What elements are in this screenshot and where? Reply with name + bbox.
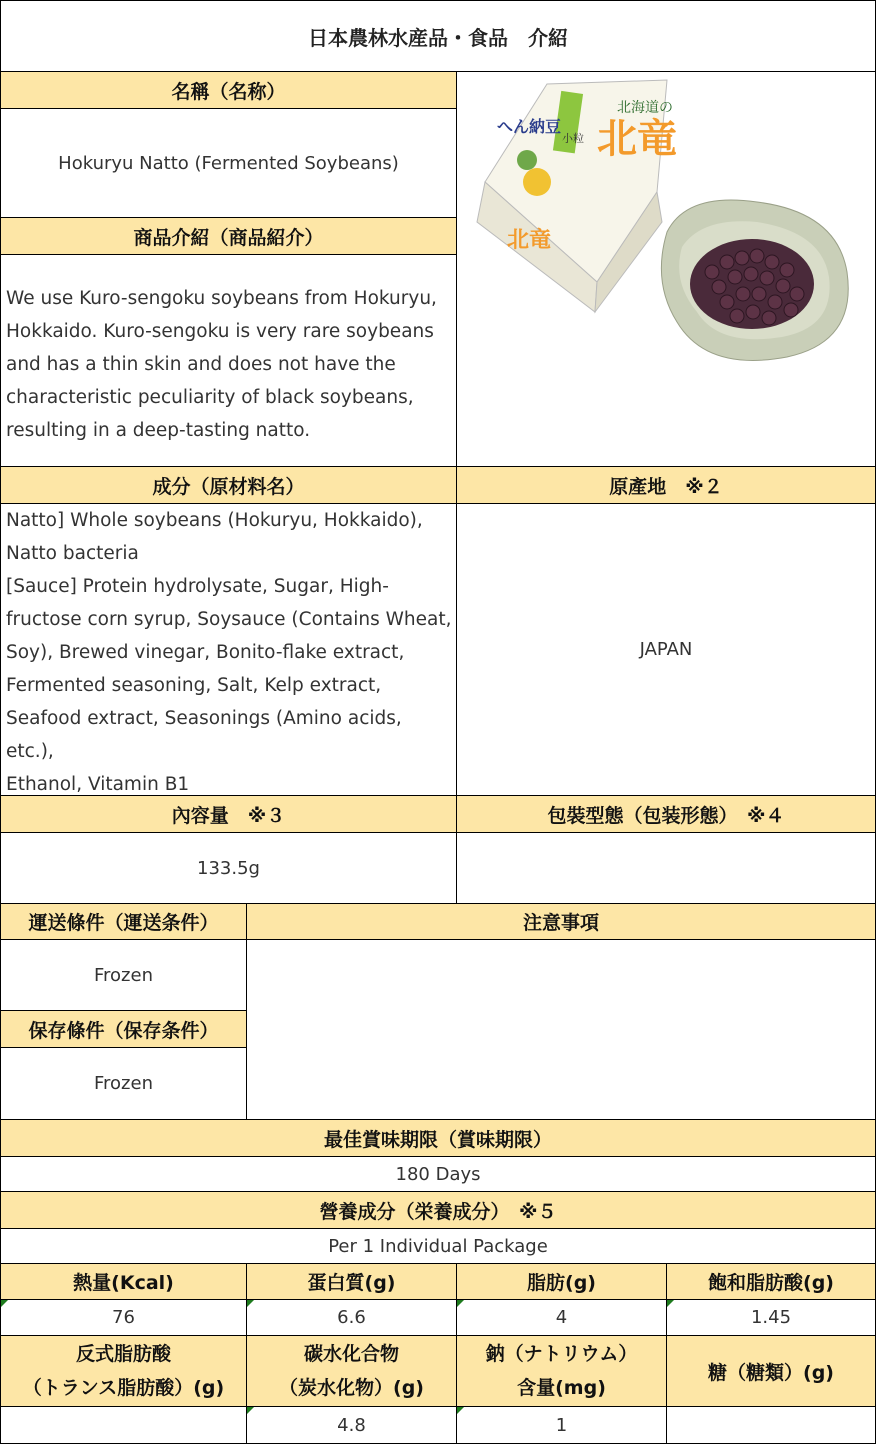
svg-text:小粒: 小粒	[562, 132, 584, 145]
nutrition-trans-fat-header: 反式脂肪酸 （トランス脂肪酸）(g)	[0, 1335, 247, 1407]
svg-text:へん納豆: へん納豆	[497, 117, 562, 136]
best-before-header: 最佳賞味期限（賞味期限）	[0, 1119, 876, 1157]
notes-value	[246, 939, 876, 1120]
nutrition-sodium-header: 鈉（ナトリウム） 含量(mg)	[456, 1335, 667, 1407]
nutrition-sodium-value: 1	[456, 1406, 667, 1444]
nutrition-energy-value: 76	[0, 1299, 247, 1336]
nutrition-carbohydrate-header: 碳水化合物 （炭水化物）(g)	[246, 1335, 457, 1407]
nutrition-energy-header: 熱量(Kcal)	[0, 1263, 247, 1300]
content-value: 133.5g	[0, 832, 457, 904]
ingredients-header: 成分（原材料名）	[0, 466, 457, 504]
ingredients-text: Natto] Whole soybeans (Hokuryu, Hokkaido), Natto bacteria [Sauce] Protein hydrolysate, Sugar, High- fructose corn syrup, Soysauce (Contains Wheat, Soy), Brewed vinegar, Bonito-flake extract, Fermented seasoning, Salt, Kelp extract, Seafood extract, Seasonings (Amino acids, etc.), Ethanol, Vitamin B1	[0, 503, 457, 796]
svg-text:北海道の: 北海道の	[617, 100, 673, 116]
nutrition-fat-value: 4	[456, 1299, 667, 1336]
nutrition-sugar-value	[666, 1406, 876, 1444]
natto-package	[477, 80, 677, 312]
storage-value: Frozen	[0, 1047, 247, 1120]
content-header: 內容量 ※３	[0, 795, 457, 833]
nutrition-protein-header: 蛋白質(g)	[246, 1263, 457, 1300]
nutrition-protein-value: 6.6	[246, 1299, 457, 1336]
transport-value: Frozen	[0, 939, 247, 1011]
name-header: 名稱（名称）	[0, 71, 457, 109]
page-title: 日本農林水産品・食品 介紹	[0, 0, 876, 72]
best-before-value: 180 Days	[0, 1156, 876, 1192]
storage-header: 保存條件（保存条件）	[0, 1010, 247, 1048]
svg-text:北竜: 北竜	[507, 228, 552, 253]
nutrition-carbohydrate-value: 4.8	[246, 1406, 457, 1444]
natto-bowl	[661, 200, 848, 360]
packaging-header: 包裝型態（包装形態） ※４	[456, 795, 876, 833]
nutrition-header: 營養成分（栄養成分） ※５	[0, 1191, 876, 1229]
packaging-value	[456, 832, 876, 904]
nutrition-trans-fat-value	[0, 1406, 247, 1444]
origin-value: JAPAN	[456, 503, 876, 796]
nutrition-fat-header: 脂肪(g)	[456, 1263, 667, 1300]
intro-header: 商品介紹（商品紹介）	[0, 217, 457, 255]
natto-package-image	[457, 72, 875, 466]
origin-header: 原產地 ※２	[456, 466, 876, 504]
product-photo	[456, 71, 876, 467]
svg-text:北竜: 北竜	[597, 116, 677, 162]
nutrition-saturated-fat-header: 飽和脂肪酸(g)	[666, 1263, 876, 1300]
name-value: Hokuryu Natto (Fermented Soybeans)	[0, 108, 457, 218]
nutrition-basis: Per 1 Individual Package	[0, 1228, 876, 1264]
transport-header: 運送條件（運送条件）	[0, 903, 247, 940]
nutrition-sugar-header: 糖（糖類）(g)	[666, 1335, 876, 1407]
intro-text: We use Kuro-sengoku soybeans from Hokuryu, Hokkaido. Kuro-sengoku is very rare soybeans and has a thin skin and does not have the characteristic peculiarity of black soybeans, resulting in a deep-tasting natto.	[0, 254, 457, 467]
nutrition-saturated-fat-value: 1.45	[666, 1299, 876, 1336]
notes-header: 注意事項	[246, 903, 876, 940]
